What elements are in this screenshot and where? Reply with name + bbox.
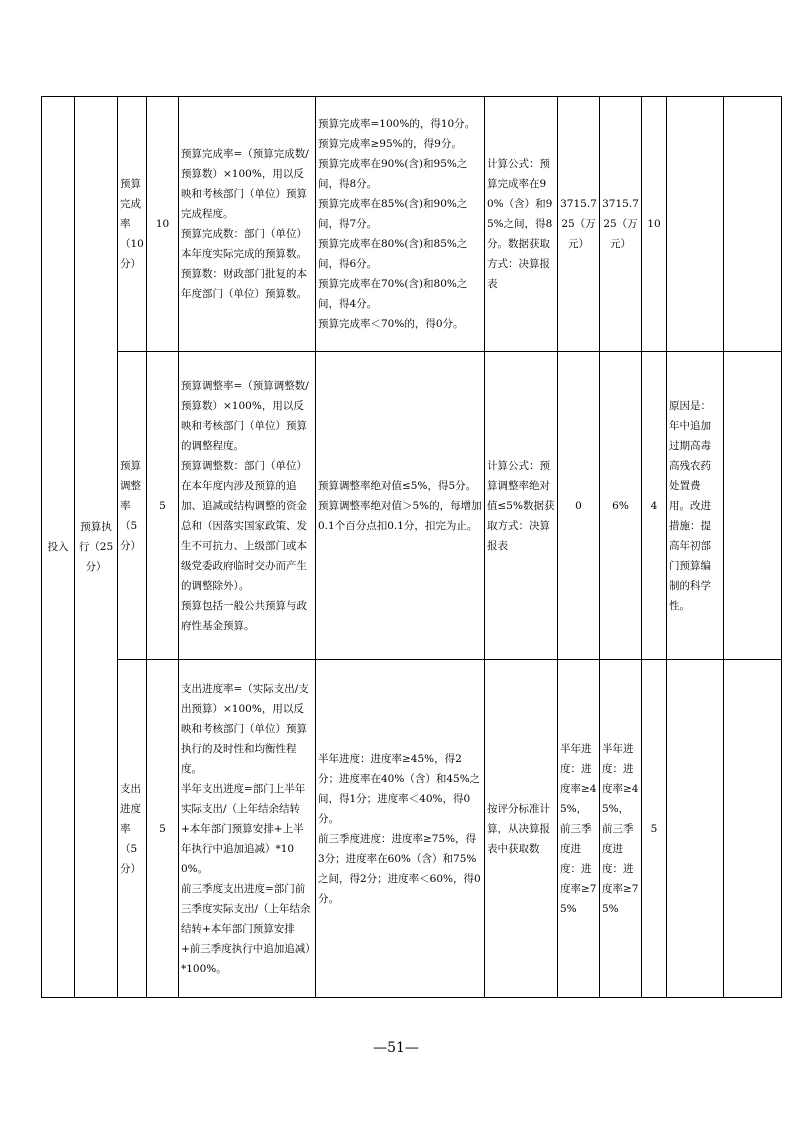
level1-indicator-cell: 投入: [42, 97, 75, 998]
performance-evaluation-table: [41, 96, 782, 998]
method-cell: 计算公式：预算调整率绝对值≤5%数据获取方式：决算报表: [485, 352, 558, 660]
weight-cell: 5: [147, 660, 179, 998]
page-number: —51—: [373, 1040, 419, 1056]
definition-cell: 预算调整率=（预算调整数/预算数）×100%，用以反映和考核部门（单位）预算的调整程度。 预算调整数：部门（单位）在本年度内涉及预算的追加、追减或结构调整的资金总和（因落实国家政策、发生不可抗力、上级部门或本级党委政府临时交办而产生的调整除外）。 预算包括一般公共预算与政府性基金预算。: [179, 352, 316, 660]
standard-cell: 半年进度：进度率≥45%，得2分；进度率在40%（含）和45%之间，得1分；进度率＜40%，得0分。 前三季度进度：进度率≥75%，得3分；进度率在60%（含）和75%之间，得2分；进度率＜60%，得0分。: [316, 660, 485, 998]
standard-cell: 预算完成率=100%的，得10分。 预算完成率≥95%的，得9分。 预算完成率在90%(含)和95%之间，得8分。 预算完成率在85%(含)和90%之间，得7分。 预算完成率在80%(含)和85%之间，得6分。 预算完成率在70%(含)和80%之间，得4分。 预算完成率＜70%的，得0分。: [316, 97, 485, 352]
indicator-cell: 预算完成率（10分）: [118, 97, 147, 352]
reason-cell: [667, 97, 724, 352]
note-cell: [724, 352, 782, 660]
definition-cell: 预算完成率=（预算完成数/预算数）×100%，用以反映和考核部门（单位）预算完成程度。 预算完成数：部门（单位）本年度实际完成的预算数。 预算数：财政部门批复的本年度部门（单位）预算数。: [179, 97, 316, 352]
method-cell: 按评分标准计算，从决算报表中获取数: [485, 660, 558, 998]
weight-cell: 10: [147, 97, 179, 352]
indicator-cell: 预算调整率（5分）: [118, 352, 147, 660]
table-row: [42, 97, 782, 352]
note-cell: [724, 660, 782, 998]
weight-cell: 5: [147, 352, 179, 660]
actual-cell: 3715.725（万元）: [600, 97, 642, 352]
standard-cell: 预算调整率绝对值≤5%，得5分。 预算调整率绝对值＞5%的，每增加0.1个百分点扣0.1分，扣完为止。: [316, 352, 485, 660]
method-cell: 计算公式：预算完成率在90%（含）和95%之间，得8分。数据获取方式：决算报表: [485, 97, 558, 352]
note-cell: [724, 97, 782, 352]
indicator-cell: 支出进度率（5分）: [118, 660, 147, 998]
actual-cell: 半年进度：进度率≥45%，前三季度进度：进度率≥75%: [600, 660, 642, 998]
score-cell: 4: [642, 352, 667, 660]
definition-cell: 支出进度率=（实际支出/支出预算）×100%，用以反映和考核部门（单位）预算执行的及时性和均衡性程度。 半年支出进度=部门上半年实际支出/（上年结余结转+本年部门预算安排+上半年执行中追加追减）*100%。 前三季度支出进度=部门前三季度实际支出/（上年结余结转+本年部门预算安排+前三季度执行中追加追减）*100%。: [179, 660, 316, 998]
target-cell: 3715.725（万元）: [558, 97, 600, 352]
target-cell: 半年进度：进度率≥45%，前三季度进度：进度率≥75%: [558, 660, 600, 998]
reason-cell: [667, 660, 724, 998]
table-row: [42, 352, 782, 660]
target-cell: 0: [558, 352, 600, 660]
score-cell: 5: [642, 660, 667, 998]
actual-cell: 6%: [600, 352, 642, 660]
level2-indicator-cell: 预算执行（25分）: [75, 97, 118, 998]
reason-cell: 原因是：年中追加过期高毒高残农药处置费用。改进措施：提高年初部门预算编制的科学性。: [667, 352, 724, 660]
score-cell: 10: [642, 97, 667, 352]
table-row: [42, 660, 782, 998]
